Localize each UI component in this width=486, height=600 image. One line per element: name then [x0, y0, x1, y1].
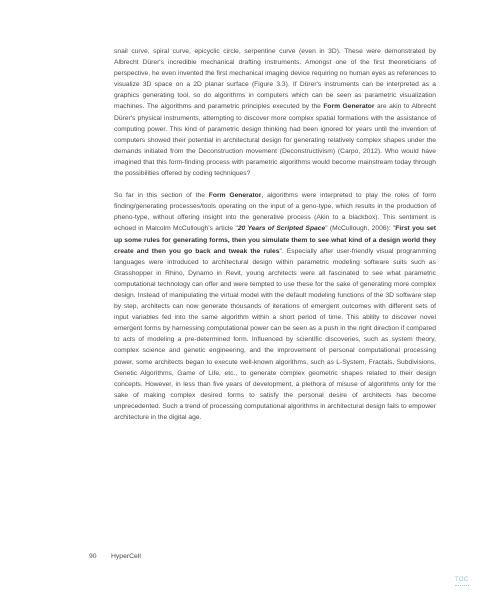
body-text — [114, 46, 436, 423]
text-run: snail curve, spiral curve, epicyclic circle, serpentine curve (even in 3D). These were demonstrated by Albrecht Dürer's incredible mechanical drafting instruments. Amongst one of the first theoreticians of perspective, he even invented the first mechanical imaging device requiring no human eyes as references to visualize 3D space on a 2D planar surface (Figure 3.3). If Dürer's instruments can be interpreted as a graphics generating tool, so do algorithms in computers which can be seen as parametric visualization machines. The algorithms and parametric principles executed by the — [114, 48, 436, 111]
bold-italic-title: 20 Years of Scripted Space — [237, 225, 326, 233]
bold-text: Form Generator — [323, 103, 375, 111]
toc-link[interactable]: TOC — [455, 577, 469, 583]
toc-underline — [455, 585, 469, 586]
page-footer — [89, 553, 141, 560]
running-title: HyperCell — [111, 553, 141, 560]
paragraph-2 — [114, 190, 436, 423]
page-number: 90 — [89, 553, 97, 560]
text-run: So far in this section of the — [114, 192, 209, 200]
paragraph-1 — [114, 46, 436, 179]
text-run: are akin to Albrecht Dürer's physical instruments, attempting to discover more complex spatial formations with the assistance of computing power. This kind of parametric design thinking had been ignored for years until the invention of computers showed their potential in architectural design for generating relatively complex shapes under the demands initiated from the Deconstruction movement (Deconstructivism) (Carpo, 2012). Who would have imagined that this form-finding process with parametric algorithms would become mainstream today through the possibilities offered by coding techniques? — [114, 103, 436, 178]
text-run: " (McCullough, 2006): " — [325, 225, 396, 233]
text-run: ". Especially after user-friendly visual programming languages were introduced to architectural design within parametric modeling software suits such as Grasshopper in Rhino, Dynamo in Revit, young architects were all fascinated to see what parametric computational technology can offer and were tempted to use these for the sake of generating more complex design. Instead of manipulating the virtual model with the default modeling functions of the 3D software step by step, architects can now generate thousands of iterations of emergent outcomes with different sets of input variables fed into the same algorithm within a short period of time. This ability to discover novel emergent forms by harnessing computational power can be seen as a push in the right direction if compared to acts of modeling a pre-determined form. Influenced by scientific discoveries, such as system theory, complex science and genetic engineering, and the improvement of personal computational processing power, some architects began to execute well-known algorithms, such as L-System, Fractals, Subdivisions, Genetic Algorithms, Game of Life, etc., to generate complex geometric shapes related to their design concepts. However, in less than five years of development, a plethora of misuse of algorithms only for the sake of making complex desired forms to satisfy the personal desire of architects has become unprecedented. Such a trend of processing computational algorithms in architectural design fails to empower architecture in the digital age. — [114, 247, 436, 421]
text-run: , algorithms were interpreted to play the roles of form finding/generating processes/tools operating on the input of a geno-type, which results in the production of pheno-type, without offering insight into the generative process (Akin to a blackbox). This sentiment is echoed in Malcolm McCullough's article " — [114, 192, 437, 233]
bold-text: Form Generator — [208, 192, 262, 200]
bold-text: First you set up some rules for generating forms, then you simulate them to see what kind of a design world they create and then you go back and tweak the rules — [114, 225, 436, 255]
